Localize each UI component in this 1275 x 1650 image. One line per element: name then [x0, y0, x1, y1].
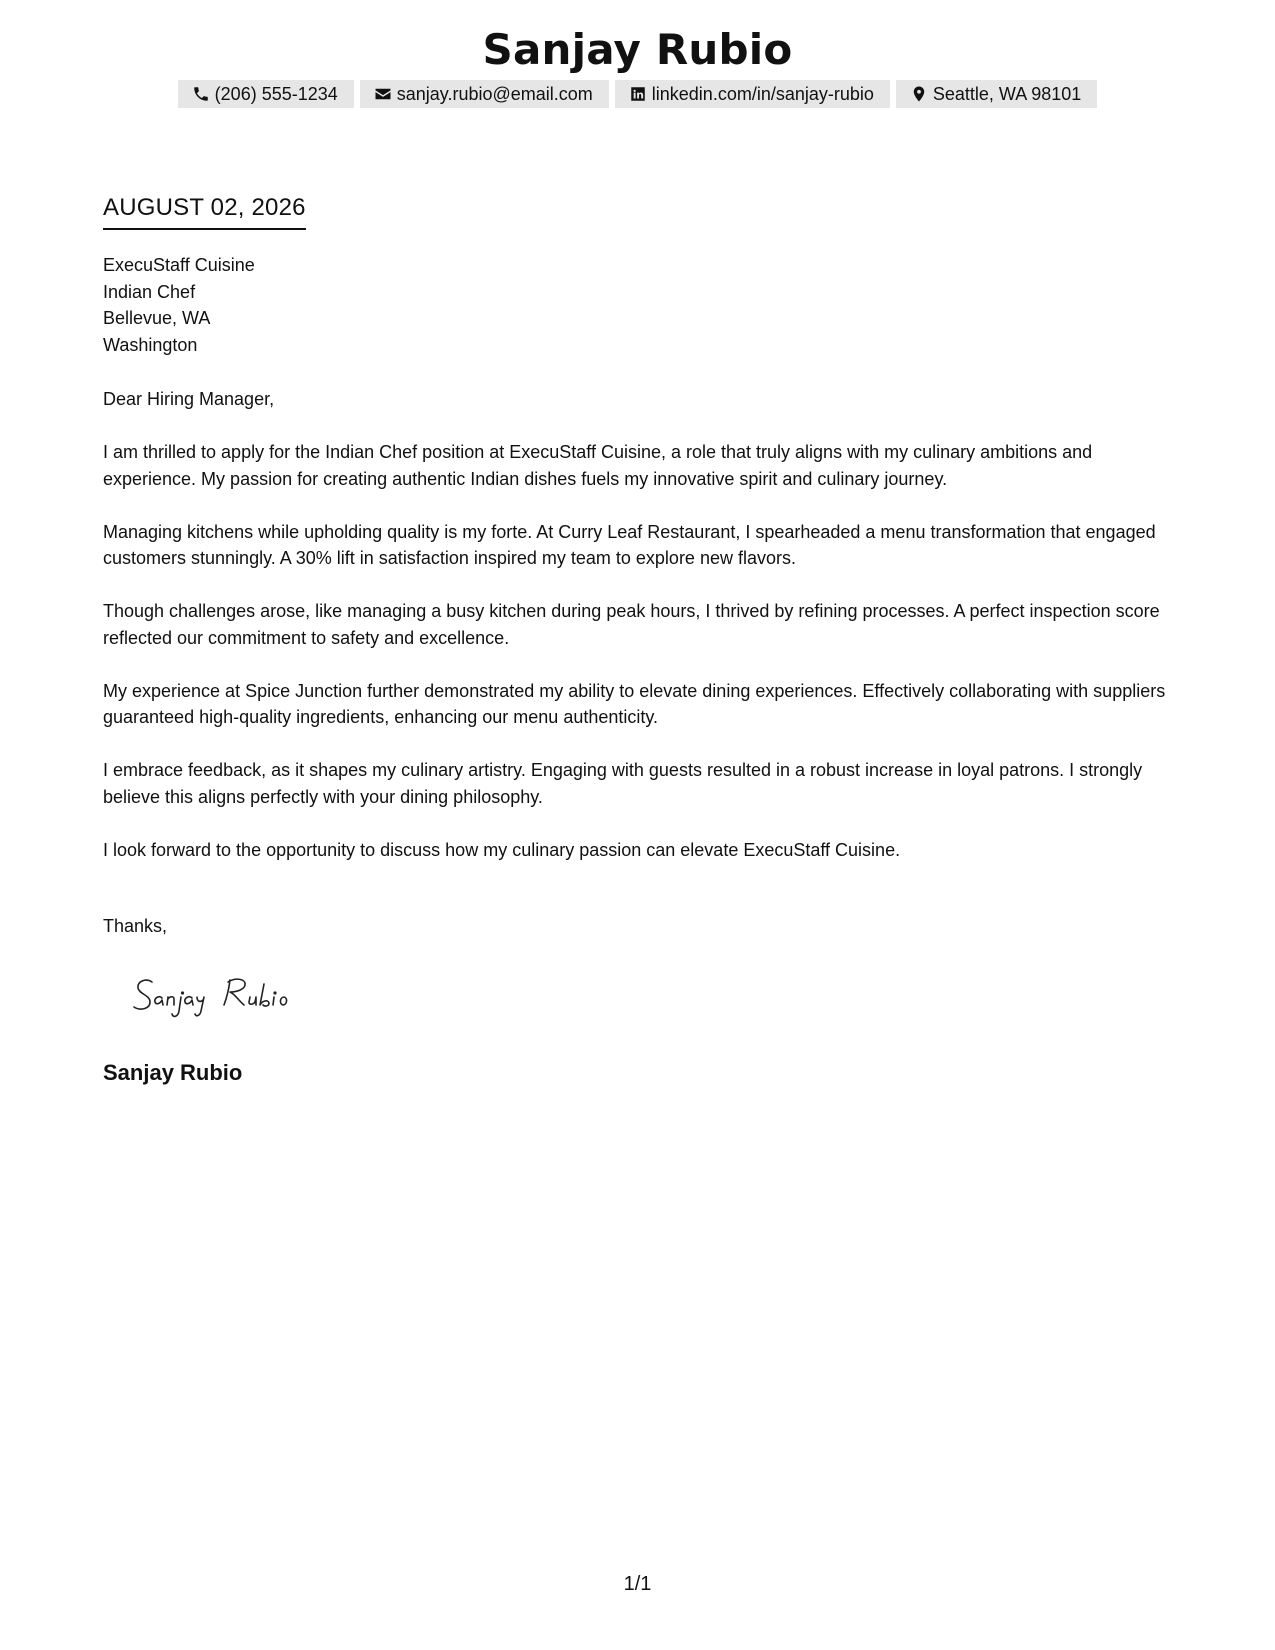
recipient-company: ExecuStaff Cuisine [103, 255, 255, 275]
phone-text: (206) 555-1234 [214, 83, 338, 104]
recipient-city: Bellevue, WA [103, 308, 211, 328]
map-pin-icon [910, 85, 928, 103]
recipient-state: Washington [103, 334, 198, 355]
location-text: Seattle, WA 98101 [932, 83, 1082, 104]
phone-icon [192, 85, 210, 103]
recipient-block [103, 252, 255, 358]
body-paragraph: I look forward to the opportunity to discuss how my culinary passion can elevate ExecuStaff Cuisine. [103, 839, 901, 860]
page-number: 1/1 [623, 1573, 652, 1595]
contact-bar [0, 80, 1275, 108]
linkedin-icon [629, 85, 647, 103]
linkedin-text: linkedin.com/in/sanjay-rubio [651, 83, 874, 104]
letter-body [103, 386, 1183, 890]
email-text: sanjay.rubio@email.com [396, 83, 593, 104]
applicant-name: Sanjay Rubio [482, 25, 793, 74]
body-paragraph: I am thrilled to apply for the Indian Chef position at ExecuStaff Cuisine, a role that truly aligns with my culinary ambitions and experience. My passion for creating authentic Indian dishes fuels my innovative spirit and culinary journey. [103, 442, 1093, 489]
contact-phone [178, 80, 354, 108]
body-paragraph: I embrace feedback, as it shapes my culinary artistry. Engaging with guests resulted in a robust increase in loyal patrons. I strongly believe this aligns perfectly with your dining philosophy. [103, 760, 1143, 807]
signer-name: Sanjay Rubio [103, 1060, 243, 1085]
envelope-icon [374, 85, 392, 103]
body-paragraph: Managing kitchens while upholding quality is my forte. At Curry Leaf Restaurant, I spearheaded a menu transformation that engaged customers stunningly. A 30% lift in satisfaction inspired my team to explore new flavors. [103, 521, 1156, 568]
handwritten-signature [128, 968, 338, 1028]
letter-date: AUGUST 02, 2026 [103, 192, 306, 230]
body-paragraph: Though challenges arose, like managing a busy kitchen during peak hours, I thrived by refining processes. A perfect inspection score reflected our commitment to safety and excellence. [103, 601, 1160, 648]
closing-line: Thanks, [103, 916, 168, 936]
salutation: Dear Hiring Manager, [103, 389, 275, 409]
contact-email [360, 80, 609, 108]
letter-header [0, 22, 1275, 108]
body-paragraph: My experience at Spice Junction further demonstrated my ability to elevate dining experiences. Effectively collaborating with suppliers guaranteed high-quality ingredients, enhancing our menu authenticity. [103, 680, 1166, 727]
recipient-position: Indian Chef [103, 281, 196, 302]
contact-location [896, 80, 1097, 108]
contact-linkedin [615, 80, 890, 108]
